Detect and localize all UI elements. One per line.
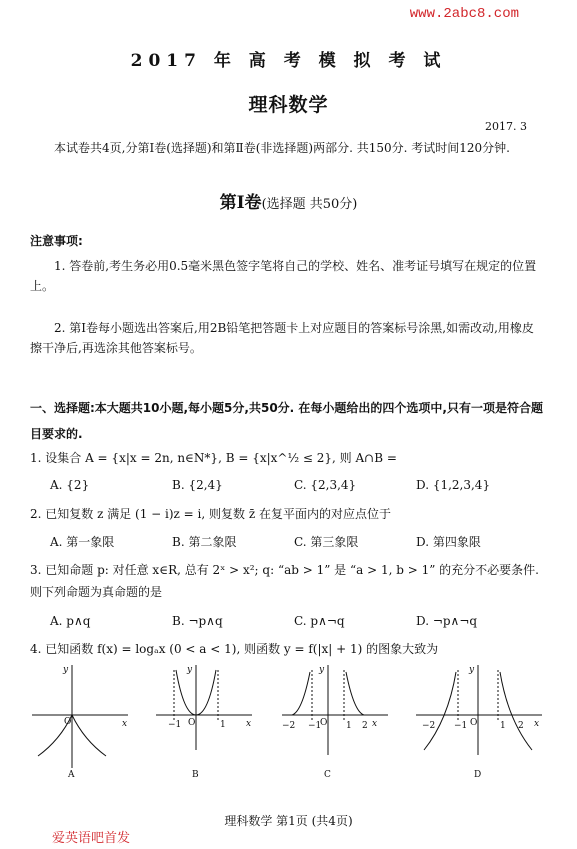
graph-a (32, 665, 128, 780)
exam-date: 2017. 3 (485, 120, 527, 133)
svg-text:x: x (372, 719, 378, 729)
graph-label-d: D (474, 770, 482, 780)
svg-text:y: y (187, 665, 193, 675)
exam-subject: 理科数学 (248, 94, 329, 116)
notice-item-1: 1. 答卷前,考生务必用0.5毫米黑色签字笔将自己的学校、姓名、准考证号填写在规定的位置上。 (30, 259, 537, 293)
graph-label-c: C (324, 770, 331, 780)
svg-text:y: y (469, 665, 475, 675)
option-b: B. {2,4} (172, 478, 223, 492)
svg-text:x: x (534, 719, 540, 729)
svg-text:O: O (188, 718, 196, 728)
question-1-stem: 1. 设集合 A = {x|x = 2n, n∈N*}, B = {x|x^½ ≤ 2}, 则 A∩B = (30, 451, 397, 465)
watermark-bottom: 爱英语吧首发 (52, 831, 131, 846)
section-heading: 一、选择题:本大题共10小题,每小题5分,共50分. 在每小题给出的四个选项中,只有一项是符合题目要求的. (30, 401, 543, 441)
svg-text:1: 1 (346, 721, 352, 731)
svg-text:O: O (64, 717, 72, 727)
svg-text:O: O (470, 718, 478, 728)
option-a: A. 第一象限 (50, 535, 115, 549)
part-heading (0, 188, 577, 213)
svg-text:x: x (246, 719, 252, 729)
question-4-stem: 4. 已知函数 f(x) = logₐx (0 < a < 1), 则函数 y = f(|x| + 1) 的图象大致为 (30, 642, 439, 656)
graph-b (156, 665, 252, 780)
option-d: D. {1,2,3,4} (416, 478, 491, 492)
option-b: B. 第二象限 (172, 535, 237, 549)
option-a: A. {2} (50, 478, 90, 492)
notice-item-2: 2. 第Ⅰ卷每小题选出答案后,用2B铅笔把答题卡上对应题目的答案标号涂黑,如需改动,用橡皮擦干净后,再选涂其他答案标号。 (30, 321, 534, 355)
function-graphs (30, 660, 550, 780)
svg-text:1: 1 (500, 721, 506, 731)
svg-text:−1: −1 (308, 721, 322, 731)
option-d: D. ¬p∧¬q (416, 614, 478, 628)
svg-text:−2: −2 (422, 721, 436, 731)
page-footer: 理科数学 第1页 (共4页) (224, 814, 353, 828)
question-2-stem: 2. 已知复数 z 满足 (1 − i)z = i, 则复数 z̄ 在复平面内的对应点位于 (30, 507, 391, 521)
svg-text:−2: −2 (282, 721, 296, 731)
svg-text:2: 2 (518, 721, 524, 731)
watermark-url: www.2abc8.com (409, 6, 519, 22)
exam-intro: 本试卷共4页,分第Ⅰ卷(选择题)和第Ⅱ卷(非选择题)两部分. 共150分. 考试时间120分钟. (54, 141, 510, 155)
question-2-options (50, 533, 540, 550)
option-c: C. p∧¬q (294, 614, 345, 628)
question-3-stem: 3. 已知命题 p: 对任意 x∈R, 总有 2ˣ > x²; q: “ab > 1” 是 “a > 1, b > 1” 的充分不必要条件. 则下列命题为真命题的是 (30, 563, 539, 599)
graph-label-b: B (192, 770, 199, 780)
question-1-options (50, 478, 540, 492)
svg-text:1: 1 (220, 720, 226, 730)
graph-d (416, 665, 542, 780)
part-heading-sub: (选择题 共50分) (261, 197, 358, 212)
exam-title: 2017 年 高 考 模 拟 考 试 (130, 51, 447, 71)
graph-c (282, 665, 388, 780)
svg-text:y: y (319, 665, 325, 675)
part-heading-main: 第Ⅰ卷 (219, 193, 262, 213)
svg-text:−1: −1 (168, 720, 182, 730)
notice-title: 注意事项: (30, 234, 83, 248)
option-b: B. ¬p∧q (172, 614, 223, 628)
svg-text:O: O (320, 718, 328, 728)
svg-text:y: y (63, 665, 69, 675)
graph-label-a: A (68, 770, 75, 780)
option-d: D. 第四象限 (416, 535, 481, 549)
svg-text:2: 2 (362, 721, 368, 731)
option-a: A. p∧q (50, 614, 91, 628)
option-c: C. {2,3,4} (294, 478, 357, 492)
svg-text:x: x (122, 719, 128, 729)
svg-text:−1: −1 (454, 721, 468, 731)
option-c: C. 第三象限 (294, 535, 359, 549)
question-3-options (50, 614, 540, 628)
